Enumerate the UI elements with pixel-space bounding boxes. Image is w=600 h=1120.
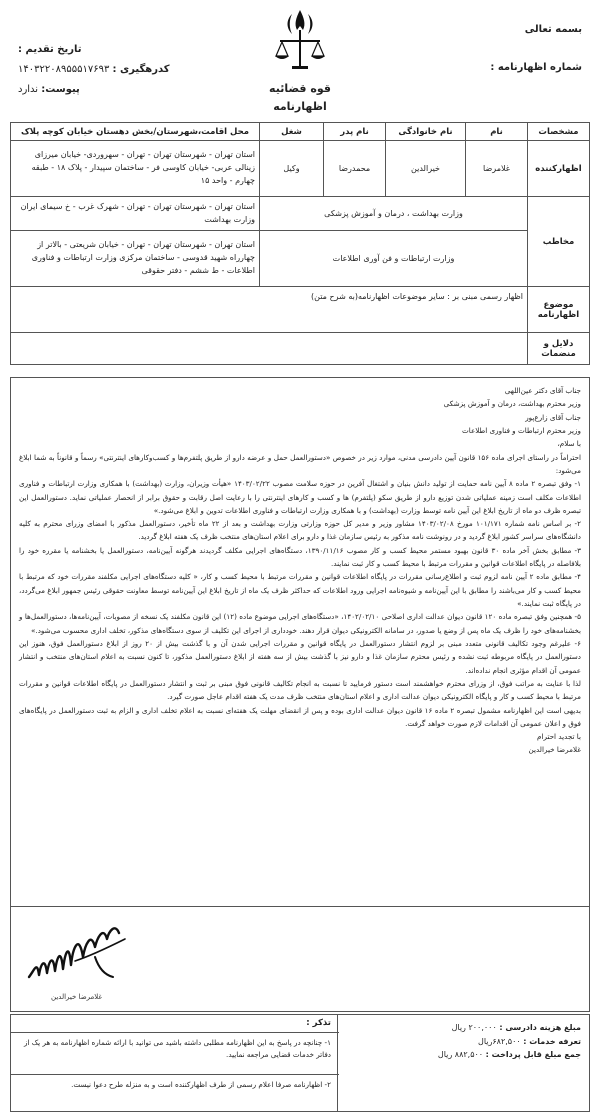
declarant-first-name: غلامرضا [466,141,528,197]
subject-label: موضوع اظهارنامه [528,287,590,333]
table-header-row [11,123,590,141]
subject-text: اظهار رسمی مبنی بر : سایر موضوعات اظهارنامه(به شرح متن) [11,287,528,333]
doc-title: اظهارنامه [273,100,327,113]
body-line: غلامرضا خیرالدین [528,745,581,755]
judiciary-emblem-icon [270,6,330,76]
submit-date-label: تاریخ تقدیم : [18,44,82,55]
addressee-name: وزارت ارتباطات و فن آوری اطلاعات [260,231,528,287]
body-paragraph: لذا با عنایت به مراتب فوق، از وزرای محترم خواهشمند است دستور فرمایید تا نسبت به انجام تکالیف قانونی فوق مبنی بر ثبت و انتشار دستورالعمل در پایگاه اطلاعات قوانین و مقررات مرتبط با محیط کسب و کار و پایگاه الکترونیکی دیوان عدالت اداری و اعلام استان‌های منتخب ظرف مدت یک هفته اقدام عاجل صورت گیرد. [19,678,581,702]
tracking-code-row [18,64,170,75]
body-line: جناب آقای زارع‌پور [525,412,581,422]
declarant-father-name: محمدرضا [324,141,386,197]
total-row [346,1048,581,1062]
cost-label: مبلغ هزینه دادرسی : [499,1023,581,1032]
header-cell: محل اقامت،شهرستان/بخش دهستان خیابان کوچه پلاک [11,123,260,141]
attachment-value: ندارد [18,84,39,95]
addressee-label: مخاطب [528,197,590,287]
org-title: قوه قضائیه [269,82,331,95]
fees-section [337,1015,589,1111]
body-paragraph: ۲- بر اساس نامه شماره ۱۰۱/۱۷۱ مورخ ۱۴۰۳/۰۲/۰۸ مشاور وزیر و مدیر کل حوزه وزارتی وزارت بهداشت و بعد از ۲۲ ماه تأخیر، دستورالعمل مذکور با امضای وزرای محترم به کلیه دانشگاه‌های سراسر کشور ابلاغ گردید و در رونوشت نامه مذکور به رئیس سازمان غذا و دارو برای اعلام استان‌های منتخب ظرف یک هفته ابلاغ گردید. [19,519,582,542]
basmala: بسمه تعالی [524,24,582,35]
reasons-label: دلایل و منضمات [528,333,590,365]
header-cell: نام پدر [324,123,386,141]
body-paragraph: ۱- وفق تبصره ۲ ماده ۸ آیین نامه حمایت از تولید دانش بنیان و اشتغال آفرین در حوزه سلامت مصوب ۱۴۰۳/۰۲/۲۲ «هیأت وزیران، وزارت (بهداشت) با همکاری وزارت ارتباطات و فناوری اطلاعات مکلف است زمینه عملیاتی شدن توزیع دارو از طریق سکو (پلتفرم) ها و کسب و کارهای اینترنتی را با رعایت اصل رقابت و حقوق برابر از انحصار عملیاتی نماید. دستورالعمل این تبصره ظرف دو ماه از تاریخ ابلاغ این آیین نامه توسط وزارت (بهداشت) و با همکاری وزارت ارتباطات و فناوری اطلاعات تدوین و ابلاغ می‌شود.» [19,479,582,515]
reasons-value [11,333,528,365]
body-line: جناب آقای دکتر عین‌اللهی [504,386,581,395]
signature-caption: غلامرضا خیرالدین [51,993,103,1001]
cost-row [346,1021,581,1035]
total-label: جمع مبلغ قابل پرداخت : [485,1050,581,1060]
declarant-address: استان تهران - شهرستان تهران - تهران - سهروردی- خیابان میرزای زینالی عربی- خیابان کاوسی فر - ساختمان سپیدار - پلاک ۱۸ - طبقه چهارم - واحد ۱۵ [11,141,260,197]
petition-number-label: شماره اظهارنامه : [490,62,582,73]
note-item: ۱- چنانچه در پاسخ به این اظهارنامه مطلبی داشته باشید می توانید با ارائه شماره اظهارنامه به هر یک از دفاتر خدمات قضایی مراجعه نمایید. [11,1033,339,1075]
parties-table [10,122,590,365]
footer-box [10,1014,590,1112]
signature-box [10,907,590,1012]
total-value: ۸۸۲,۵۰۰ ریال [437,1050,484,1060]
header-cell: مشخصات [528,123,590,141]
header-cell: شغل [260,123,324,141]
header-cell: نام خانوادگی [386,123,466,141]
service-label: تعرفه خدمات : [523,1036,581,1046]
declarant-last-name: خیرالدین [386,141,466,197]
declarant-job: وکیل [260,141,324,197]
body-paragraph: بدیهی است این اظهارنامه مشمول تبصره ۲ ماده ۱۶ قانون دیوان عدالت اداری بوده و پس از انقضای مهلت یک هفته‌ای نسبت به اعلام تخلف اداری و الزام به ثبت دستورالعمل در پایگاه‌های فوق و اعلان عمومی آن اقدامات لازم صورت خواهد گرفت. [19,705,582,728]
body-line: وزیر محترم ارتباطات و فناوری اطلاعات [462,425,581,435]
body-paragraph: احتراماً در راستای اجرای ماده ۱۵۶ قانون آیین دادرسی مدنی، موارد زیر در خصوص «دستورالعمل حمل و عرضه دارو از طریق پلتفرم‌ها و کسب‌وکارهای اینترنتی» رسماً و قانوناً به شما ابلاغ می‌شود: [19,452,581,475]
addressee-row [11,197,590,231]
declarant-row [11,141,590,197]
cost-value: ۲۰۰,۰۰۰ ریال [451,1023,497,1032]
notes-section [11,1015,339,1111]
addressee-name: وزارت بهداشت ، درمان و آموزش پزشکی [260,197,528,231]
petition-body [10,377,590,907]
note-item: ۲- اظهارنامه صرفا اعلام رسمی از طرف اظهارکننده است و به منزله طرح دعوا نیست. [71,1080,331,1089]
addressee-address: استان تهران - شهرستان تهران - تهران - خیابان شریعتی - بالاتر از چهارراه شهید قدوسی - ساختمان مرکزی وزارت ارتباطات و فناوری اطلاعات - ط ششم - دفتر حقوقی [11,231,260,287]
service-row [346,1035,581,1049]
body-line: وزیر محترم بهداشت، درمان و آموزش پزشکی [443,399,581,409]
handwritten-signature [25,917,135,989]
attachment-label: پیوست: [41,84,80,95]
addressee-address: استان تهران - شهرستان تهران - تهران - شهرک غرب - خ سیمای ایران وزارت بهداشت [11,197,260,231]
body-paragraph: ۴- مطابق ماده ۲ آیین نامه لزوم ثبت و اطلاع‌رسانی مقررات در پایگاه اطلاعات قوانین و مقررات مرتبط با محیط کسب و کار، « کلیه دستگاه‌های اجرایی مکلفند مقررات خود که مرتبط با محیط کسب و کار می‌باشند را مطابق با این آیین‌نامه و شیوه‌نامه اجرایی ورود اطلاعات که حداکثر ظرف یک ماه از تاریخ ابلاغ این آیین‌نامه توسط معاونت حقوقی رئیس جمهور ابلاغ می‌گردد، در پایگاه ثبت نمایند.» [19,572,581,608]
tracking-code: ۱۴۰۳۲۲۰۸۹۵۵۵۱۷۶۹۳ [18,64,110,75]
body-paragraph: ۶- علیرغم وجود تکالیف قانونی متعدد مبنی بر لزوم انتشار دستورالعمل در پایگاه قوانین و مقررات اجرایی شدن آن و با گذشت بیش از ۲۰ روز از ابلاغ دستورالعمل فوق، هنوز این دستورالعمل در پایگاه مربوطه ثبت نشده و رئیس محترم سازمان غذا و دارو نیز با گذشت بیش از سه هفته از ابلاغ دستورالعمل مذکور، تا کنون نسبت به اعلام استان‌های منتخب و انتشار عمومی آن اقدام مؤثری انجام نداده‌اند. [19,638,581,675]
reasons-row [11,333,590,365]
notes-title: تذکر : [11,1015,339,1033]
submit-date-row [18,44,82,55]
body-paragraph: ۵- همچنین وفق تبصره ماده ۱۲۰ قانون دیوان عدالت اداری اصلاحی ۱۴۰۲/۰۲/۱۰، «دستگاه‌های اجرایی موضوع ماده (۱۲) این قانون مکلفند یک نسخه از مصوبات، آیین‌نامه‌ها، دستورالعمل‌ها و بخشنامه‌های خود را ظرف یک ماه پس از وضع یا صدور، در سامانه الکترونیکی دیوان قرار دهند. خودداری از اجرای این تکلیف از سوی دستگاه‌های مذکور، تخلف اداری محسوب می‌شود.» [19,612,582,635]
service-value: ۶۸۲,۵۰۰ریال [478,1036,521,1046]
body-line: با تجدید احترام [537,732,581,742]
body-paragraph: ۳- مطابق بخش آخر ماده ۳۰ قانون بهبود مستمر محیط کسب و کار مصوب ۱۳۹۰/۱۱/۱۶، دستگاه‌های اجرایی مکلف گردیدند هرگونه آیین‌نامه، دستورالعمل یا بخشنامه یا مقرره خود را بلافاصله در پایگاه اطلاعات قوانین و مقررات مرتبط با محیط کسب و کار ثبت نمایند. [19,545,581,569]
tracking-code-label: کدرهگیری : [112,64,170,75]
body-line: با سلام، [557,439,581,449]
subject-row [11,287,590,333]
declarant-label: اظهارکننده [528,141,590,197]
addressee-row [11,231,590,287]
header-cell: نام [466,123,528,141]
